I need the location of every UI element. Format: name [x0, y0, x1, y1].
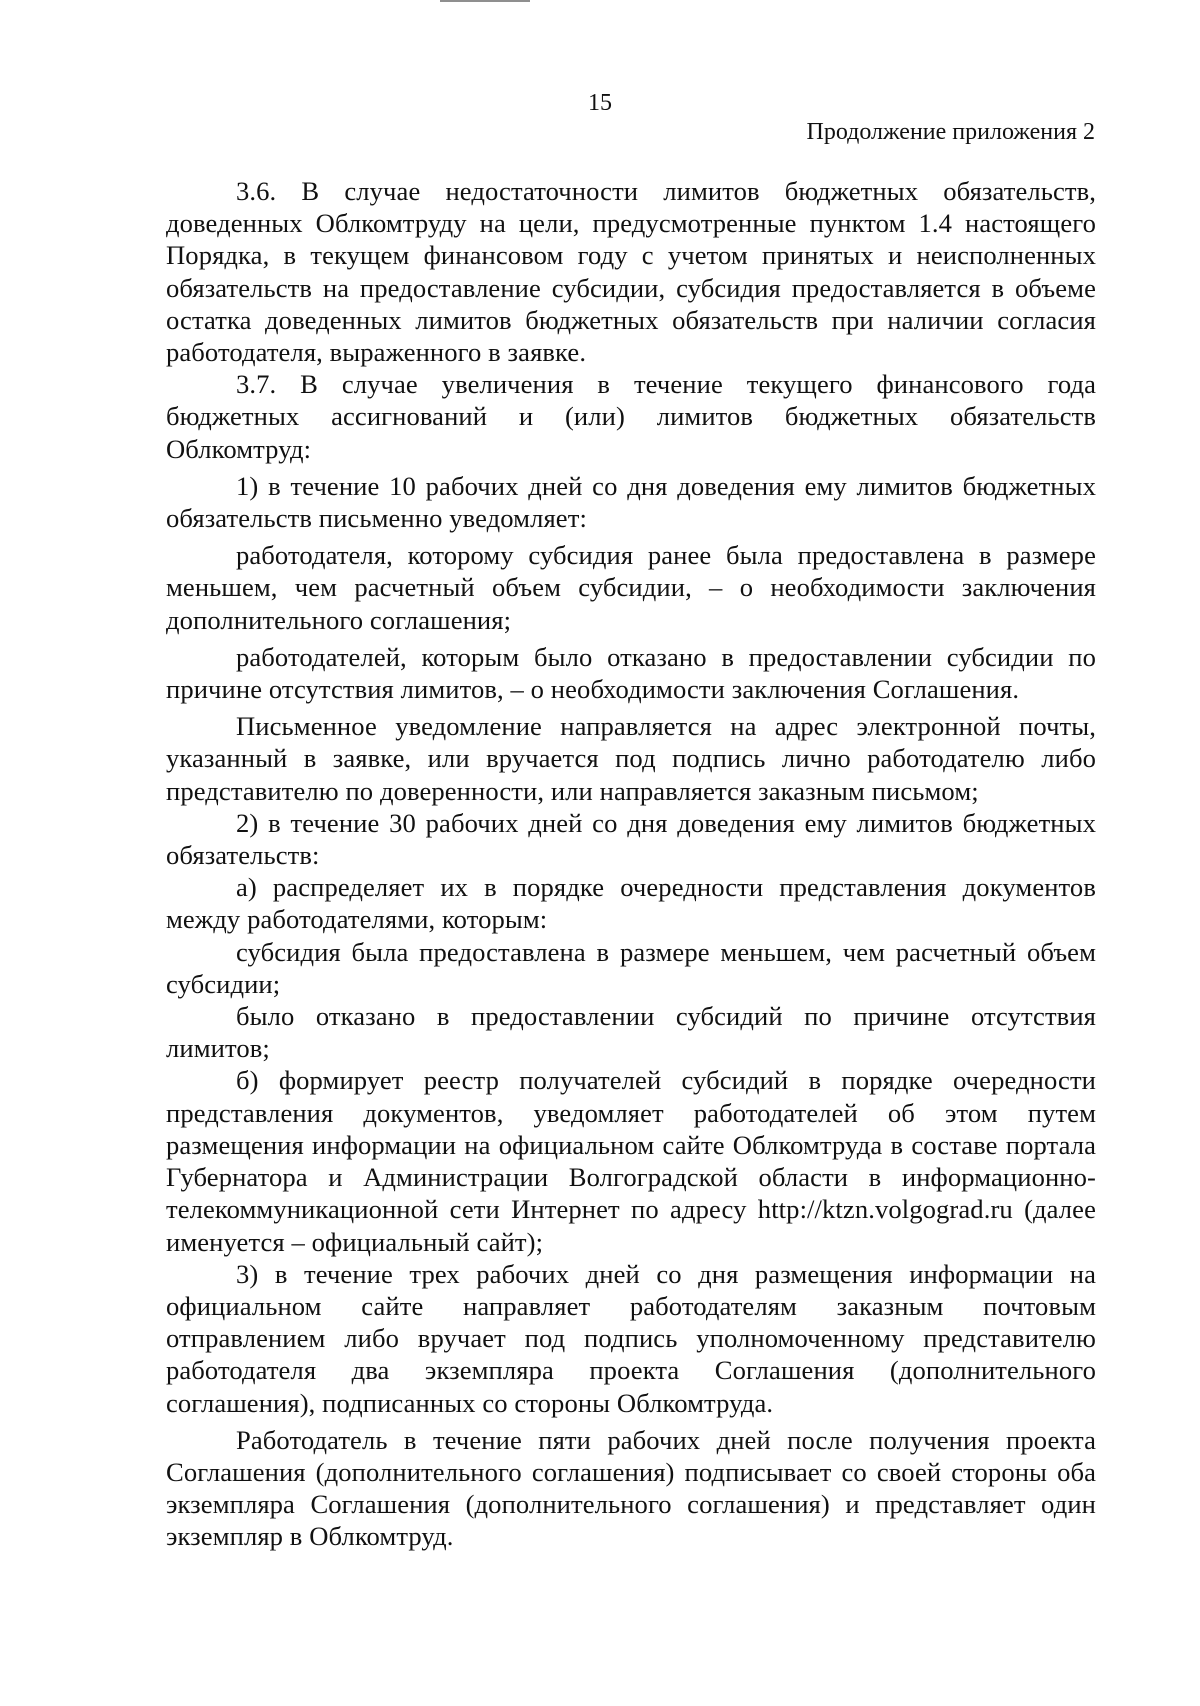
paragraph-employer-signs: Работодатель в течение пяти рабочих дней после получения проекта Соглашения (дополнительного соглашения) подписывает со своей стороны оба экземпляра Соглашения (дополнительного соглашения) и представляет один экземпляр в Облкомтруд.	[166, 1424, 1096, 1552]
paragraph-item-2: 2) в течение 30 рабочих дней со дня доведения ему лимитов бюджетных обязательств:	[166, 807, 1096, 871]
paragraph-item-3: 3) в течение трех рабочих дней со дня размещения информации на официальном сайте направляет работодателям заказным почтовым отправлением либо вручает под подпись уполномоченному представителю работодателя два экземпляра проекта Соглашения (дополнительного соглашения), подписанных со стороны Облкомтруда.	[166, 1258, 1096, 1418]
paragraph-employers-refused: работодателей, которым было отказано в предоставлении субсидии по причине отсутствия лимитов, – о необходимости заключения Соглашения.	[166, 641, 1096, 705]
paragraph-3-6: 3.6. В случае недостаточности лимитов бюджетных обязательств, доведенных Облкомтруду на цели, предусмотренные пунктом 1.4 настоящего Порядка, в текущем финансовом году с учетом принятых и неисполненных обязательств на предоставление субсидии, субсидия предоставляется в объеме остатка доведенных лимитов бюджетных обязательств при наличии согласия работодателя, выраженного в заявке.	[166, 176, 1096, 368]
scan-edge-mark	[440, 0, 530, 2]
paragraph-item-1: 1) в течение 10 рабочих дней со дня доведения ему лимитов бюджетных обязательств письменно уведомляет:	[166, 470, 1096, 534]
page-number: 15	[588, 90, 612, 116]
paragraph-subsidy-less: субсидия была предоставлена в размере меньшем, чем расчетный объем субсидии;	[166, 936, 1096, 999]
appendix-continuation-note: Продолжение приложения 2	[806, 119, 1095, 145]
paragraph-employer-partial: работодателя, которому субсидия ранее была предоставлена в размере меньшем, чем расчетный объем субсидии, – о необходимости заключения дополнительного соглашения;	[166, 540, 1096, 635]
paragraph-notification: Письменное уведомление направляется на адрес электронной почты, указанный в заявке, или вручается под подпись лично работодателю либо представителю по доверенности, или направляется заказным письмом;	[166, 711, 1096, 806]
paragraph-item-2b: б) формирует реестр получателей субсидий в порядке очередности представления документов, уведомляет работодателей об этом путем размещения информации на официальном сайте Облкомтруда в составе портала Губернатора и Администрации Волгоградской области в информационно-телекоммуникационной сети Интернет по адресу http://ktzn.volgograd.ru (далее именуется – официальный сайт);	[166, 1065, 1096, 1257]
paragraph-3-7: 3.7. В случае увеличения в течение текущего финансового года бюджетных ассигнований и (или) лимитов бюджетных обязательств Облкомтруд:	[166, 369, 1096, 464]
document-body	[166, 175, 1096, 1553]
paragraph-item-2a: а) распределяет их в порядке очередности представления документов между работодателями, которым:	[166, 872, 1096, 935]
paragraph-refused-limits: было отказано в предоставлении субсидий по причине отсутствия лимитов;	[166, 1001, 1096, 1064]
